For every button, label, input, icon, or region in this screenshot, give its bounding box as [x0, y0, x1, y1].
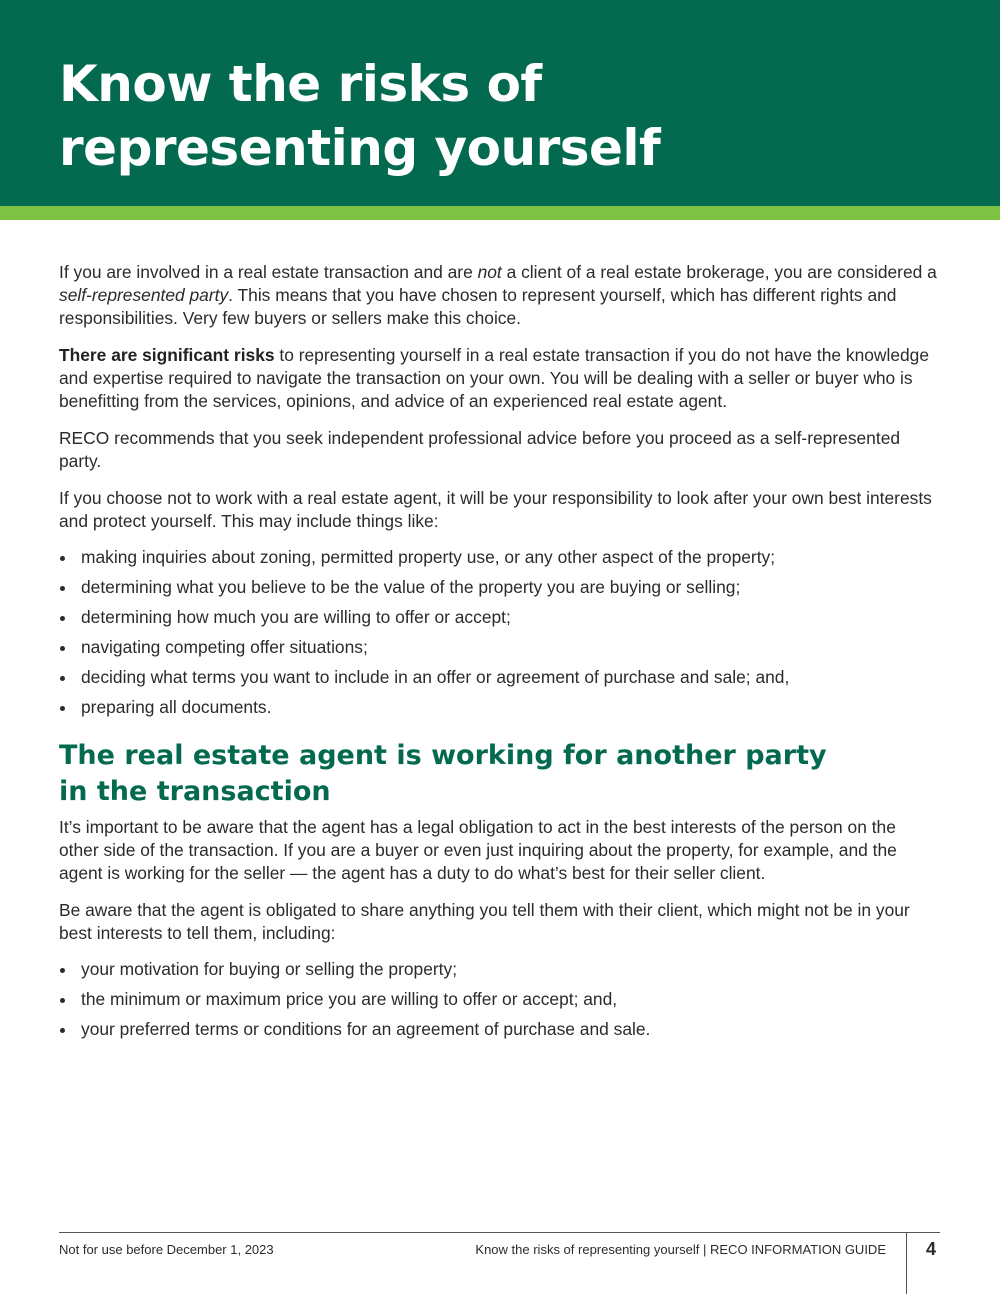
intro-p1-text-a: If you are involved in a real estate transaction and are [59, 262, 478, 282]
header-banner [0, 0, 1000, 206]
section-heading [59, 738, 939, 810]
section-paragraph-1: It’s important to be aware that the agent has a legal obligation to act in the best interests of the person on the other side of the transaction. If you are a buyer or even just inquiring about the property, for example, and the agent is working for the seller — the agent has a duty to do what’s best for their seller client. [59, 817, 897, 883]
disclosure-list [59, 958, 939, 1041]
section-paragraph-2: Be aware that the agent is obligated to share anything you tell them with their client, which might not be in your best interests to tell them, including: [59, 900, 910, 943]
list-item: deciding what terms you want to include in an offer or agreement of purchase and sale; and, [59, 666, 939, 689]
intro-paragraph-1 [59, 261, 939, 330]
list-item: your preferred terms or conditions for an agreement of purchase and sale. [59, 1018, 939, 1041]
page-number: 4 [926, 1239, 937, 1259]
list-item: determining how much you are willing to offer or accept; [59, 606, 939, 629]
list-item: preparing all documents. [59, 696, 939, 719]
footer-divider [906, 1232, 907, 1294]
intro-p1-text-b: a client of a real estate brokerage, you are considered a [501, 262, 937, 282]
footer-date-notice: Not for use before December 1, 2023 [59, 1242, 274, 1257]
intro-paragraph-4: If you choose not to work with a real estate agent, it will be your responsibility to look after your own best interests and protect yourself. This may include things like: [59, 488, 932, 531]
page-title-line-2: representing yourself [59, 119, 661, 177]
intro-p2-bold: There are significant risks [59, 345, 275, 365]
intro-p1-emphasis-not: not [477, 262, 502, 282]
accent-bar [0, 206, 1000, 220]
list-item: navigating competing offer situations; [59, 636, 939, 659]
intro-p1-emphasis-party: self-represented party [59, 285, 229, 305]
intro-paragraph-3: RECO recommends that you seek independent professional advice before you proceed as a self-represented party. [59, 428, 901, 471]
page-title-line-1: Know the risks of [59, 55, 542, 113]
section-heading-line-2: in the transaction [59, 776, 331, 807]
intro-p2-text: to representing yourself in a real estate transaction if you do not have the knowledge and expertise required to navigate the transaction on your own. You will be dealing with a seller or buyer who is benefitting from the services, opinions, and advice of an experienced real estate agent. [59, 345, 930, 411]
list-item: the minimum or maximum price you are willing to offer or accept; and, [59, 988, 939, 1011]
list-item: making inquiries about zoning, permitted property use, or any other aspect of the property; [59, 546, 939, 569]
footer-rule [59, 1232, 940, 1233]
responsibilities-list [59, 546, 939, 719]
list-item: your motivation for buying or selling the property; [59, 958, 939, 981]
intro-paragraph-2 [59, 344, 939, 413]
intro-p1-text-c: . This means that you have chosen to represent yourself, which has different rights and responsibilities. Very few buyers or sellers make this choice. [59, 285, 897, 328]
section-heading-line-1: The real estate agent is working for another party [59, 740, 827, 771]
list-item: determining what you believe to be the value of the property you are buying or selling; [59, 576, 939, 599]
main-content [59, 261, 939, 1055]
page-title [59, 52, 939, 180]
footer-guide-title: Know the risks of representing yourself | RECO INFORMATION GUIDE [475, 1242, 886, 1257]
